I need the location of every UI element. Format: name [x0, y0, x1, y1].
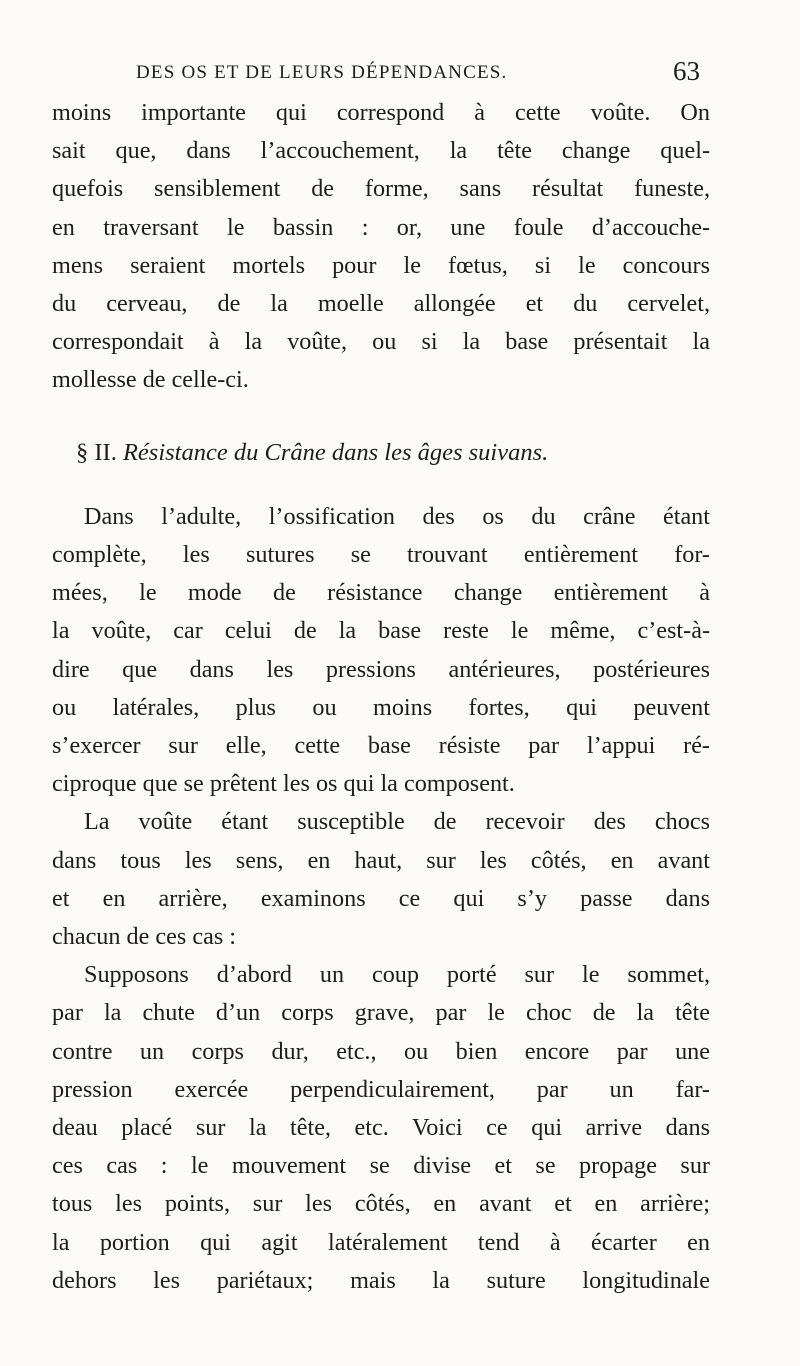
text-line: chacun de ces cas : — [52, 923, 236, 951]
text-line: ces cas : le mouvement se divise et se propage sur — [52, 1152, 710, 1180]
text-line: la voûte, car celui de la base reste le même, c’est-à- — [52, 617, 710, 645]
text-line: en traversant le bassin : or, une foule d’accouche- — [52, 213, 710, 241]
text-line: deau placé sur la tête, etc. Voici ce qui arrive dans — [52, 1114, 710, 1142]
text-line: pression exercée perpendiculairement, par un far- — [52, 1075, 710, 1103]
text-line: Dans l’adulte, l’ossification des os du crâne étant — [84, 502, 710, 530]
text-line: ou latérales, plus ou moins fortes, qui peuvent — [52, 693, 710, 721]
running-head — [110, 56, 700, 90]
text-line: la portion qui agit latéralement tend à écarter en — [52, 1228, 710, 1256]
text-line: ciproque que se prêtent les os qui la composent. — [52, 770, 515, 798]
running-title: DES OS ET DE LEURS DÉPENDANCES. — [136, 62, 508, 83]
page-number: 63 — [673, 56, 700, 86]
text-line: complète, les sutures se trouvant entièrement for- — [52, 541, 710, 569]
body-text — [52, 94, 710, 1300]
text-line: mens seraient mortels pour le fœtus, si le concours — [52, 251, 710, 279]
text-line: dehors les pariétaux; mais la suture longitudinale — [52, 1266, 710, 1294]
paragraph-3 — [52, 803, 710, 956]
text-line: s’exercer sur elle, cette base résiste par l’appui ré- — [52, 732, 710, 760]
paragraph-2 — [52, 498, 710, 804]
text-line: mées, le mode de résistance change entièrement à — [52, 579, 710, 607]
paragraph-4 — [52, 956, 710, 1300]
text-line: dire que dans les pressions antérieures, postérieures — [52, 655, 710, 683]
text-line: La voûte étant susceptible de recevoir des chocs — [84, 808, 710, 836]
text-line: et en arrière, examinons ce qui s’y passe dans — [52, 884, 710, 912]
text-line: par la chute d’un corps grave, par le choc de la tête — [52, 999, 710, 1027]
section-heading — [52, 434, 710, 472]
text-line: dans tous les sens, en haut, sur les côtés, en avant — [52, 846, 710, 874]
text-line: correspondait à la voûte, ou si la base présentait la — [52, 328, 710, 356]
text-line: sait que, dans l’accouchement, la tête change quel- — [52, 137, 710, 165]
text-line: tous les points, sur les côtés, en avant et en arrière; — [52, 1190, 710, 1218]
text-line: Supposons d’abord un coup porté sur le sommet, — [84, 961, 710, 989]
text-line: moins importante qui correspond à cette voûte. On — [52, 99, 710, 126]
section-mark: § II. — [76, 438, 117, 466]
text-line: du cerveau, de la moelle allongée et du cervelet, — [52, 290, 710, 318]
text-line: mollesse de celle-ci. — [52, 366, 249, 394]
paragraph-1 — [52, 94, 710, 400]
section-title: Résistance du Crâne dans les âges suivans. — [122, 438, 549, 466]
text-line: contre un corps dur, etc., ou bien encore par une — [52, 1037, 710, 1065]
text-line: quefois sensiblement de forme, sans résultat funeste, — [52, 175, 710, 203]
